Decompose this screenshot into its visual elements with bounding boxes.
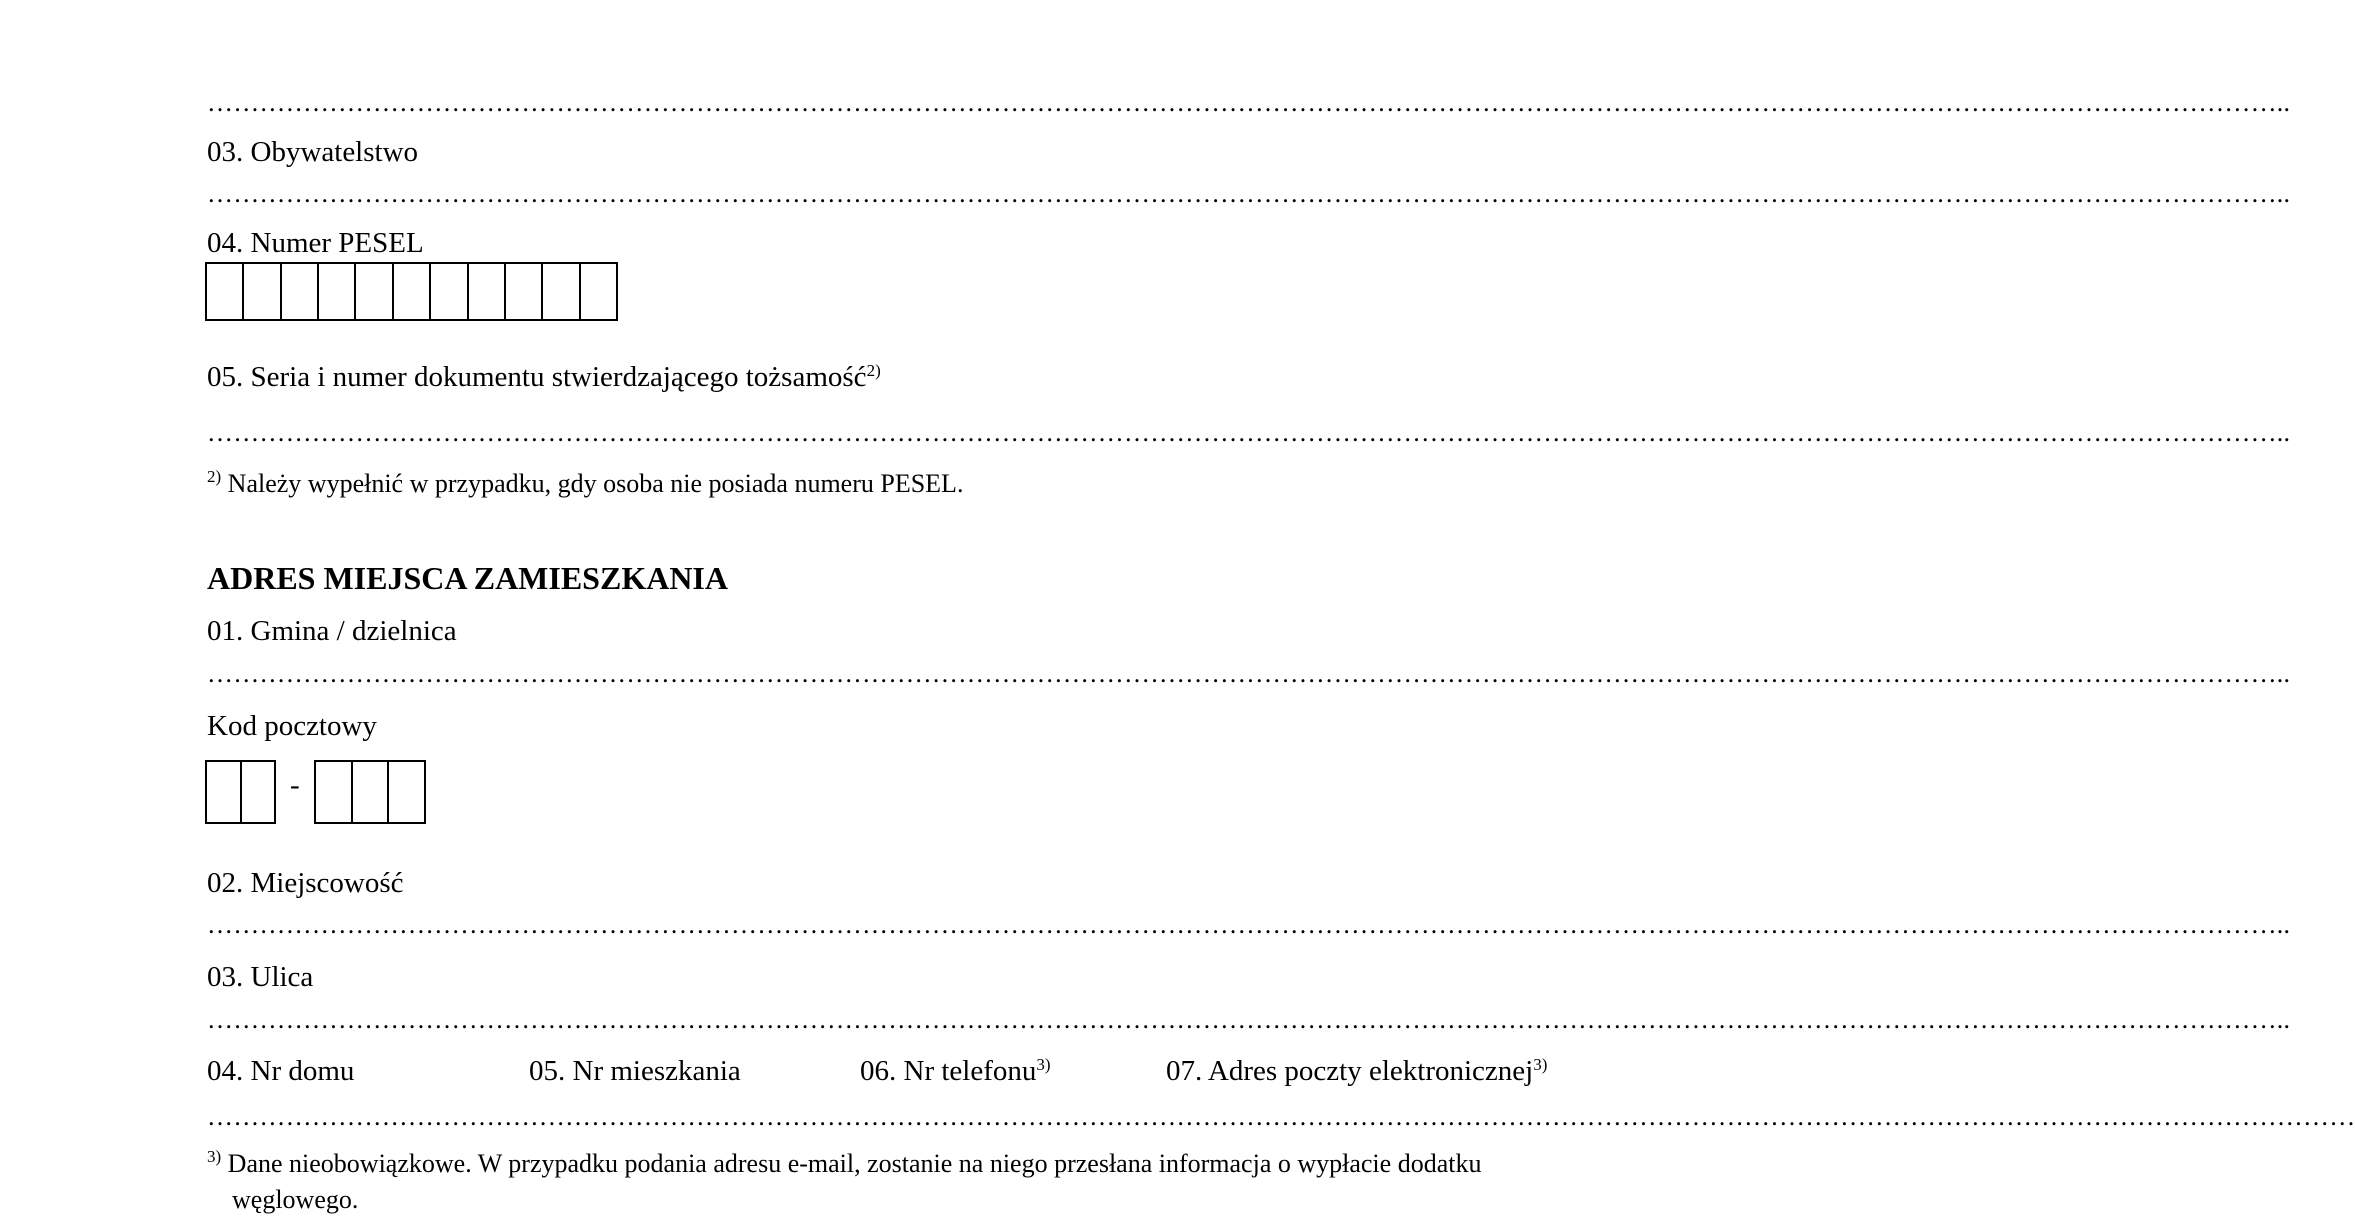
pesel-digit-cell[interactable] bbox=[319, 264, 356, 319]
pesel-digit-cell[interactable] bbox=[394, 264, 431, 319]
pesel-input-boxes[interactable] bbox=[205, 262, 618, 321]
postal-digit-cell[interactable] bbox=[207, 762, 242, 822]
footnote-2 bbox=[207, 466, 963, 502]
citizenship-label: 03. Obywatelstwo bbox=[207, 136, 419, 168]
postal-code-boxes-left[interactable] bbox=[205, 760, 276, 824]
footnote-ref-3b: 3) bbox=[1533, 1055, 1548, 1074]
postal-digit-cell[interactable] bbox=[389, 762, 424, 822]
pesel-digit-cell[interactable] bbox=[469, 264, 506, 319]
pesel-digit-cell[interactable] bbox=[356, 264, 393, 319]
pesel-digit-cell[interactable] bbox=[506, 264, 543, 319]
pesel-digit-cell[interactable] bbox=[581, 264, 616, 319]
footnote-2-mark: 2) bbox=[207, 467, 222, 486]
street-label: 03. Ulica bbox=[207, 961, 314, 993]
pesel-digit-cell[interactable] bbox=[244, 264, 281, 319]
pesel-label: 04. Numer PESEL bbox=[207, 227, 424, 259]
apartment-number-label: 05. Nr mieszkania bbox=[529, 1055, 741, 1087]
id-document-field[interactable]: ………………………………………………………………………………………………………………………………………………………………………………………………………………….. bbox=[207, 418, 2291, 447]
pesel-digit-cell[interactable] bbox=[207, 264, 244, 319]
phone-label bbox=[860, 1054, 1051, 1088]
footnote-3-line1 bbox=[207, 1146, 1481, 1182]
pesel-digit-cell[interactable] bbox=[431, 264, 468, 319]
id-document-label bbox=[207, 360, 881, 394]
postal-digit-cell[interactable] bbox=[316, 762, 353, 822]
address-section-heading: ADRES MIEJSCA ZAMIESZKANIA bbox=[207, 560, 728, 596]
postal-code-boxes-right[interactable] bbox=[314, 760, 426, 824]
footnote-ref-3: 3) bbox=[1036, 1055, 1051, 1074]
dotted-line-02[interactable]: ………………………………………………………………………………………………………………………………………………………………………………………………………………….. bbox=[207, 88, 2291, 117]
phone-label-text: 06. Nr telefonu bbox=[860, 1055, 1037, 1087]
house-contact-field[interactable]: ………………………………………………………………………………………………………………………………………………………………………………………………………………………… bbox=[207, 1102, 2355, 1131]
postal-digit-cell[interactable] bbox=[242, 762, 275, 822]
id-document-label-text: 05. Seria i numer dokumentu stwierdzającego tożsamość bbox=[207, 361, 867, 393]
email-label bbox=[1166, 1054, 1547, 1088]
footnote-3-line2: węglowego. bbox=[232, 1185, 359, 1214]
street-field[interactable]: ………………………………………………………………………………………………………………………………………………………………………………………………………………….. bbox=[207, 1005, 2291, 1034]
locality-label: 02. Miejscowość bbox=[207, 867, 404, 899]
pesel-digit-cell[interactable] bbox=[282, 264, 319, 319]
locality-field[interactable]: ………………………………………………………………………………………………………………………………………………………………………………………………………………….. bbox=[207, 910, 2291, 939]
footnote-ref-2: 2) bbox=[866, 361, 881, 380]
pesel-digit-cell[interactable] bbox=[543, 264, 580, 319]
footnote-3-mark: 3) bbox=[207, 1147, 222, 1166]
postal-code-label: Kod pocztowy bbox=[207, 710, 377, 742]
house-number-label: 04. Nr domu bbox=[207, 1055, 355, 1087]
municipality-field[interactable]: ………………………………………………………………………………………………………………………………………………………………………………………………………………….. bbox=[207, 659, 2291, 688]
municipality-label: 01. Gmina / dzielnica bbox=[207, 615, 457, 647]
footnote-3-text: Dane nieobowiązkowe. W przypadku podania adresu e-mail, zostanie na niego przesłana informacja o wypłacie dodatku bbox=[227, 1149, 1482, 1178]
citizenship-field[interactable]: ………………………………………………………………………………………………………………………………………………………………………………………………………………….. bbox=[207, 179, 2291, 208]
email-label-text: 07. Adres poczty elektronicznej bbox=[1166, 1055, 1534, 1087]
postal-digit-cell[interactable] bbox=[353, 762, 390, 822]
footnote-2-text: Należy wypełnić w przypadku, gdy osoba nie posiada numeru PESEL. bbox=[227, 469, 964, 498]
postal-code-dash: - bbox=[290, 769, 300, 801]
